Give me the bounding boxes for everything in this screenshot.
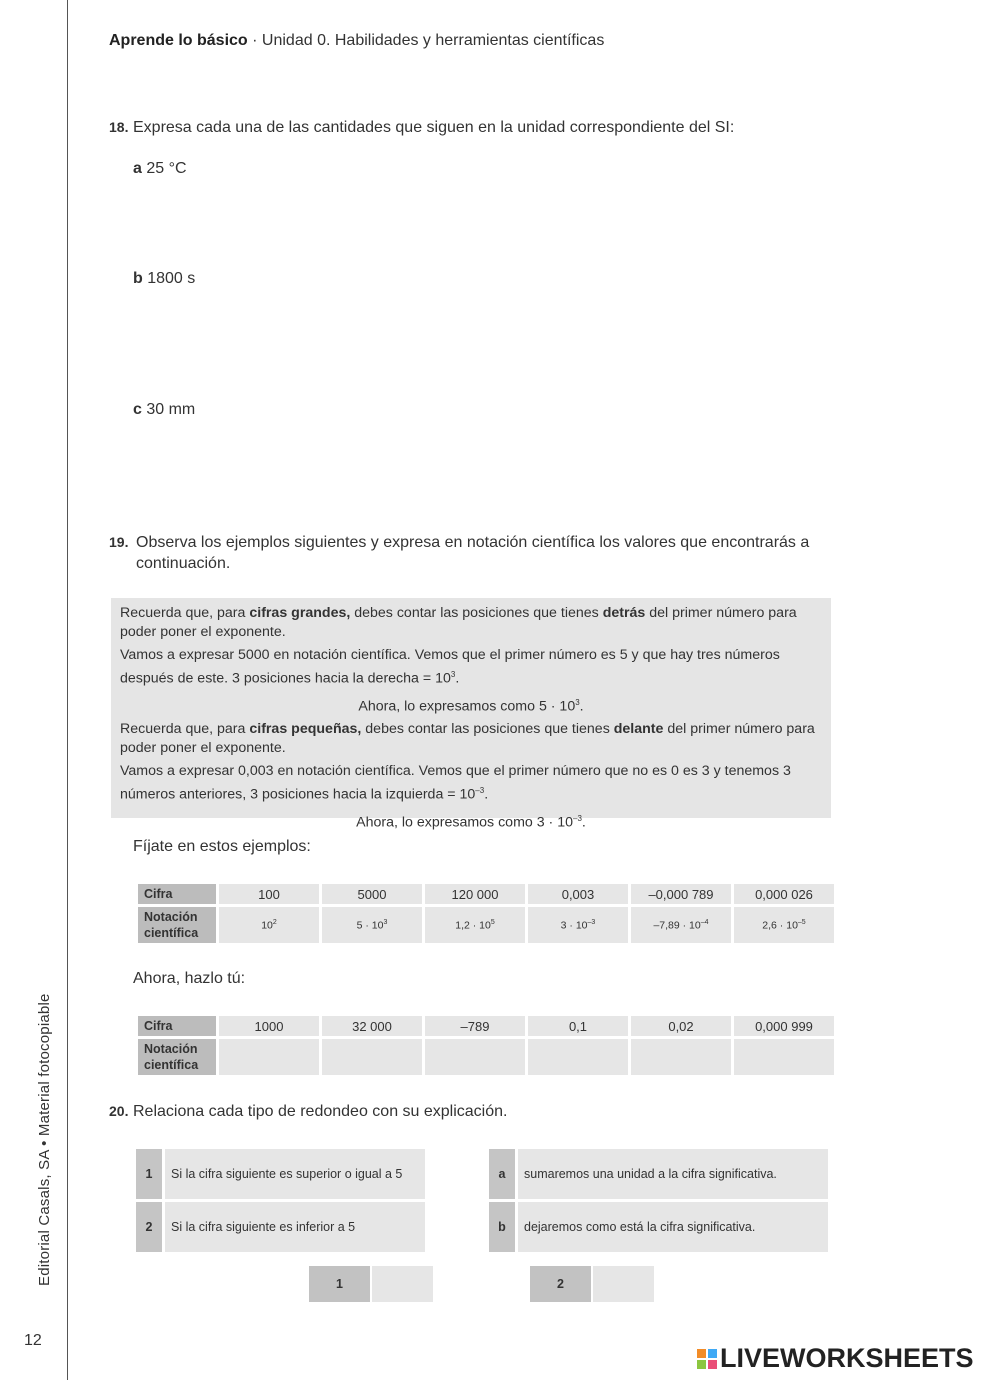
table-cell: 100 — [218, 883, 321, 906]
question-number: 19. — [109, 534, 129, 550]
table-header: Cifra — [137, 883, 218, 906]
question-18 — [109, 117, 734, 138]
logo-square — [697, 1360, 706, 1369]
info-paragraph: Ahora, lo expresamos como $5 \cdot 10^3$. — [358, 697, 584, 715]
answer-dropdown-2[interactable] — [592, 1265, 655, 1303]
publisher-note: Editorial Casals, SA • Material fotocopiable — [36, 993, 53, 1286]
table-row — [488, 1148, 830, 1201]
table-cell: 120 000 — [424, 883, 527, 906]
answer-input-3[interactable] — [424, 1038, 527, 1077]
item-letter: a — [133, 160, 142, 177]
header-separator: · — [247, 32, 262, 49]
info-box — [111, 598, 831, 831]
table-row — [488, 1201, 830, 1254]
info-paragraph: Vamos a expresar 0,003 en notación científica. Vemos que el primer número que no es 0 es 3 y tenemos 3 números anteriores, 3 posiciones hacia la izquierda = $10^{-3}$. — [120, 763, 791, 804]
exercise-label: Ahora, hazlo tú: — [133, 970, 246, 987]
question-text: Relaciona cada tipo de redondeo con su explicación. — [133, 1103, 508, 1120]
question-text: Expresa cada una de las cantidades que siguen en la unidad correspondiente del SI: — [133, 119, 735, 136]
table-cell: $5 \cdot 10^3$ — [321, 906, 424, 945]
question-20 — [109, 1101, 507, 1122]
exercise-table — [135, 1013, 837, 1078]
info-paragraph: Ahora, lo expresamos como $3 \cdot 10^{-3}$. — [356, 814, 586, 831]
match-description: sumaremos una unidad a la cifra significativa. — [517, 1148, 830, 1201]
item-letter: b — [133, 270, 143, 287]
table-cell: 0,000 026 — [733, 883, 836, 906]
answer-input-4[interactable] — [527, 1038, 630, 1077]
answer-input-6[interactable] — [733, 1038, 836, 1077]
answer-input-2[interactable] — [321, 1038, 424, 1077]
table-cell: 32 000 — [321, 1015, 424, 1038]
item-value: 1800 s — [147, 270, 196, 287]
match-description: Si la cifra siguiente es superior o igual a 5 — [164, 1148, 427, 1201]
match-key: a — [488, 1148, 517, 1201]
table-row — [137, 1015, 836, 1038]
table-cell: $1,2 \cdot 10^5$ — [424, 906, 527, 945]
table-cell: $2,6 \cdot 10^{-5}$ — [733, 906, 836, 945]
table-cell: 0,003 — [527, 883, 630, 906]
answer-input-1[interactable] — [218, 1038, 321, 1077]
q18-item-c — [133, 401, 195, 419]
q18-item-b — [133, 270, 195, 288]
match-key: b — [488, 1201, 517, 1254]
table-cell: –789 — [424, 1015, 527, 1038]
examples-label: Fíjate en estos ejemplos: — [133, 838, 311, 855]
item-value: 30 mm — [146, 401, 196, 418]
match-right-table — [486, 1146, 831, 1255]
table-cell: $10^2$ — [218, 906, 321, 945]
match-key: 2 — [135, 1201, 164, 1254]
logo-square — [708, 1349, 717, 1358]
page-number: 12 — [24, 1332, 42, 1349]
table-cell: 0,1 — [527, 1015, 630, 1038]
answer-key: 2 — [529, 1265, 592, 1303]
examples-table — [135, 881, 837, 946]
q18-item-a — [133, 160, 187, 178]
table-cell: –0,000 789 — [630, 883, 733, 906]
logo-square — [697, 1349, 706, 1358]
margin-line — [67, 0, 68, 1380]
item-value: 25 °C — [146, 160, 187, 177]
table-row — [529, 1265, 655, 1303]
table-row — [137, 906, 836, 945]
match-key: 1 — [135, 1148, 164, 1201]
page-header — [109, 32, 604, 50]
table-cell: 0,000 999 — [733, 1015, 836, 1038]
answer-input-5[interactable] — [630, 1038, 733, 1077]
match-description: dejaremos como está la cifra significativa. — [517, 1201, 830, 1254]
question-text: Observa los ejemplos siguientes y expresa en notación científica los valores que encontrarás a continuación. — [136, 534, 810, 572]
header-section: Aprende lo básico — [109, 32, 248, 49]
answer-dropdown-1[interactable] — [371, 1265, 434, 1303]
logo-text: LIVEWORKSHEETS — [720, 1343, 974, 1373]
table-row — [135, 1148, 427, 1201]
question-number: 18. — [109, 119, 129, 135]
answer-pair-1 — [307, 1264, 435, 1304]
item-letter: c — [133, 401, 142, 418]
table-header: Notación científica — [137, 906, 218, 945]
table-header: Notación científica — [137, 1038, 218, 1077]
table-cell: 5000 — [321, 883, 424, 906]
table-row — [308, 1265, 434, 1303]
logo-grid-icon — [697, 1349, 717, 1369]
table-row — [135, 1201, 427, 1254]
match-left-table — [133, 1146, 428, 1255]
info-paragraph: Recuerda que, para cifras grandes, debes contar las posiciones que tienes detrás del primer número para poder poner el exponente. — [120, 605, 797, 640]
question-number: 20. — [109, 1103, 129, 1119]
answer-key: 1 — [308, 1265, 371, 1303]
info-paragraph: Vamos a expresar 5000 en notación científica. Vemos que el primer número es 5 y que hay tres números después de este. 3 posiciones hacia la derecha = $10^3$. — [120, 647, 780, 687]
table-cell: $-7,89 \cdot 10^{-4}$ — [630, 906, 733, 945]
header-unit: Unidad 0. Habilidades y herramientas científicas — [261, 32, 605, 49]
answer-pair-2 — [528, 1264, 656, 1304]
table-cell: 0,02 — [630, 1015, 733, 1038]
liveworksheets-logo — [697, 1343, 974, 1374]
table-header: Cifra — [137, 1015, 218, 1038]
logo-square — [708, 1360, 717, 1369]
table-row — [137, 1038, 836, 1077]
table-row — [137, 883, 836, 906]
table-cell: 1000 — [218, 1015, 321, 1038]
info-paragraph: Recuerda que, para cifras pequeñas, debes contar las posiciones que tienes delante del primer número para poder poner el exponente. — [120, 721, 815, 757]
question-19 — [109, 532, 810, 572]
match-description: Si la cifra siguiente es inferior a 5 — [164, 1201, 427, 1254]
table-cell: $3 \cdot 10^{-3}$ — [527, 906, 630, 945]
